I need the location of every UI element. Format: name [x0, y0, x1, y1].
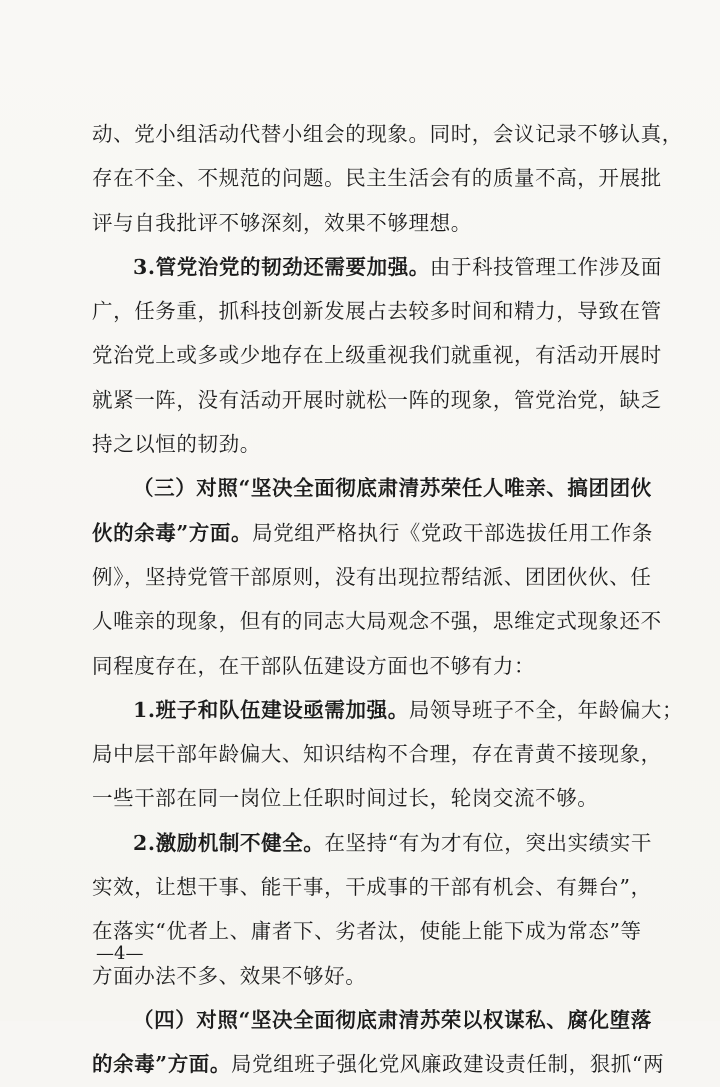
bold-heading: 的余毒”方面。	[92, 1052, 231, 1077]
line-text: 局党组严格执行《党政干部选拔任用工作条	[252, 520, 653, 545]
line-text: 广，任务重，抓科技创新发展占去较多时间和精力，导致在管	[92, 299, 662, 324]
text-line	[92, 599, 662, 643]
bold-heading: 3.管党治党的韧劲还需要加强。	[133, 254, 430, 279]
text-line	[92, 954, 652, 998]
line-text: 一些干部在同一岗位上任职时间过长，轮岗交流不够。	[92, 786, 599, 811]
text-line	[92, 644, 652, 688]
text-line	[92, 688, 684, 732]
bold-heading: 伙的余毒”方面。	[92, 520, 253, 545]
bold-heading: （四）对照“坚决全面彻底肃清苏荣以权谋私、腐化堕落	[133, 1007, 652, 1032]
line-text: 人唯亲的现象，但有的同志大局观念不强，思维定式现象还不	[92, 609, 662, 634]
text-line	[92, 422, 652, 466]
line-text: 在坚持“有为才有位，突出实绩实干	[324, 830, 652, 855]
line-text: 就紧一阵，没有活动开展时就松一阵的现象，管党治党，缺乏	[92, 387, 662, 412]
line-text: 动、党小组活动代替小组会的现象。同时，会议记录不够认真，	[92, 122, 683, 146]
text-line	[92, 821, 652, 865]
document-body	[92, 112, 684, 1087]
line-text: 评与自我批评不够深刻，效果不够理想。	[92, 210, 472, 235]
text-line	[92, 732, 662, 776]
bold-heading: 1.班子和队伍建设亟需加强。	[133, 697, 409, 722]
text-line	[92, 865, 652, 909]
line-text: 同程度存在，在干部队伍建设方面也不够有力：	[92, 653, 536, 678]
text-line	[92, 909, 652, 953]
bold-heading: 2.激励机制不健全。	[133, 830, 325, 855]
text-line	[92, 998, 652, 1042]
line-text: 局党组班子强化党风廉政建设责任制，狠抓“两	[231, 1052, 665, 1077]
text-line	[92, 466, 652, 510]
text-line	[92, 776, 652, 820]
text-line	[92, 112, 683, 156]
text-line	[92, 555, 652, 599]
line-text: 存在不全、不规范的问题。民主生活会有的质量不高，开展批	[92, 166, 662, 191]
text-line	[92, 245, 663, 289]
line-text: 例》，坚持党管干部原则，没有出现拉帮结派、团团伙伙、任	[92, 564, 652, 589]
line-text: 局中层干部年龄偏大、知识结构不合理，存在青黄不接现象，	[92, 742, 662, 767]
line-text: 实效，让想干事、能干事，干成事的干部有机会、有舞台”，	[92, 875, 652, 900]
text-line	[92, 1042, 665, 1086]
text-line	[92, 289, 662, 333]
line-text: 由于科技管理工作涉及面	[429, 254, 663, 279]
line-text: 局领导班子不全，年龄偏大；	[408, 697, 684, 722]
text-line	[92, 511, 652, 555]
bold-heading: （三）对照“坚决全面彻底肃清苏荣任人唯亲、搞团团伙	[133, 476, 652, 501]
page-number: —4—	[96, 943, 144, 964]
line-text: 方面办法不多、效果不够好。	[92, 963, 367, 988]
text-line	[92, 333, 662, 377]
text-line	[92, 156, 662, 200]
line-text: 持之以恒的韧劲。	[92, 432, 261, 457]
line-text: 在落实“优者上、庸者下、劣者汰，使能上能下成为常态”等	[92, 919, 642, 944]
text-line	[92, 378, 662, 422]
text-line	[92, 201, 652, 245]
line-text: 党治党上或多或少地存在上级重视我们就重视，有活动开展时	[92, 343, 662, 368]
